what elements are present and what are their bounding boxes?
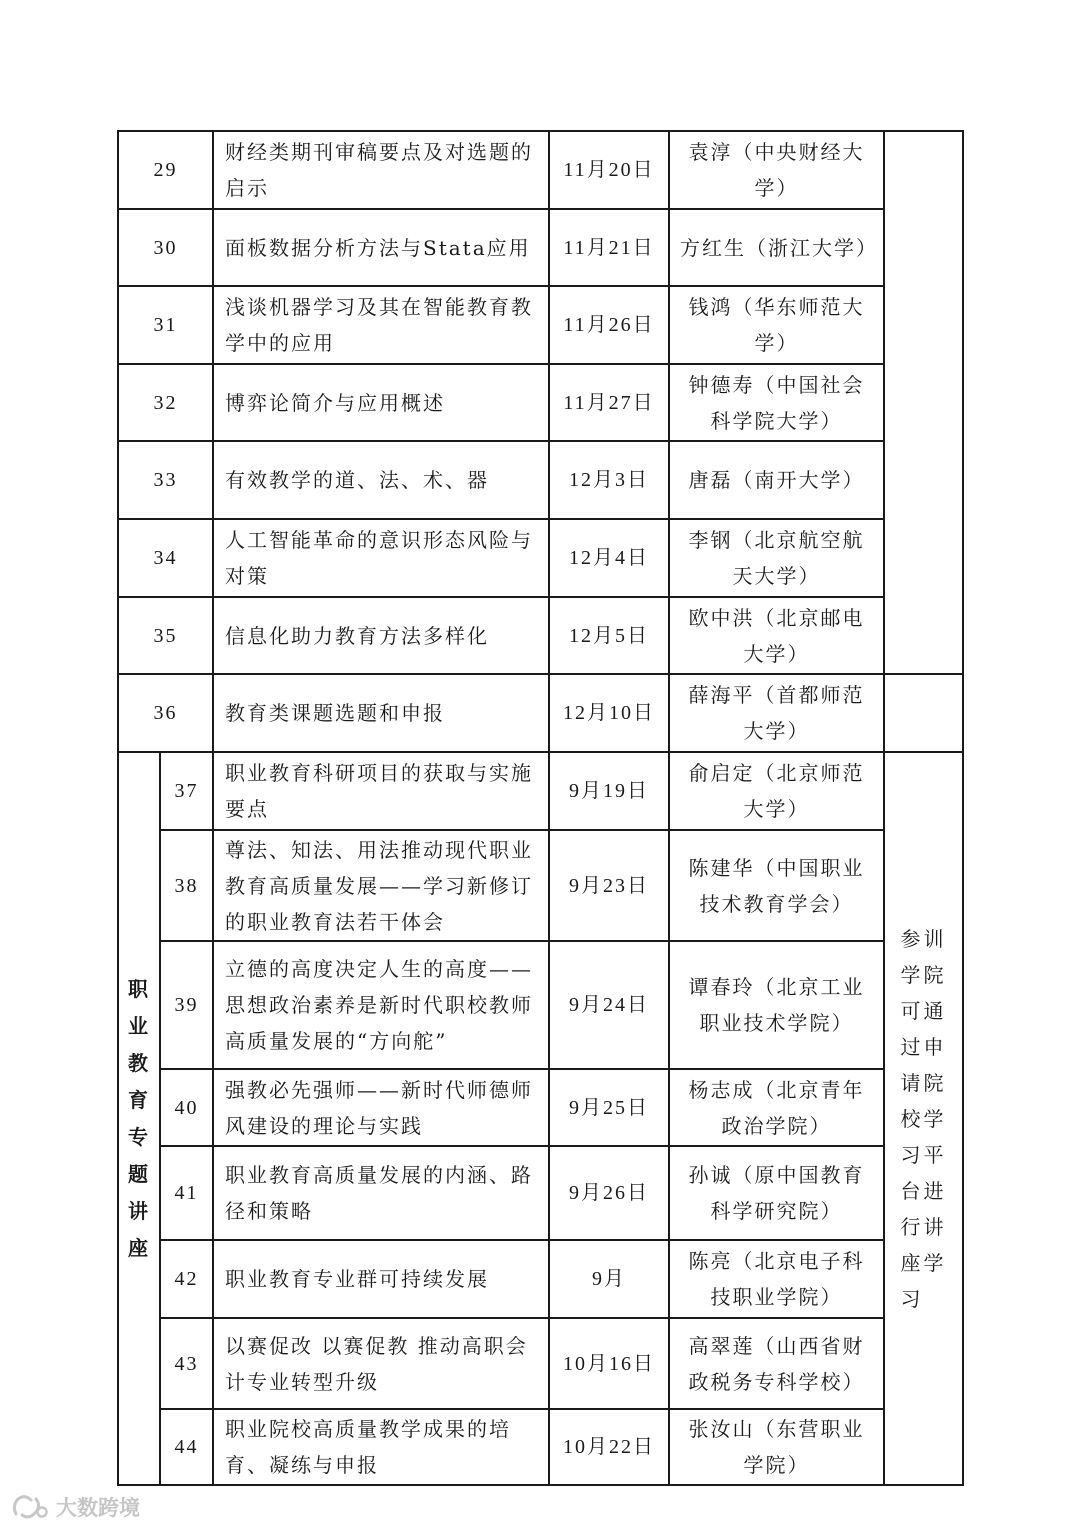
lecture-date: 11月26日 <box>549 286 669 364</box>
lecture-topic: 教育类课题选题和申报 <box>213 674 549 752</box>
lecture-date: 9月 <box>549 1240 669 1318</box>
lecture-topic: 博弈论简介与应用概述 <box>213 364 549 441</box>
lecture-date: 11月27日 <box>549 364 669 441</box>
table-row <box>118 1069 963 1146</box>
lecture-speaker: 方红生（浙江大学） <box>669 209 884 286</box>
lecture-speaker: 高翠莲（山西省财政税务专科学校） <box>669 1318 884 1409</box>
lecture-speaker: 钱鸿（华东师范大学） <box>669 286 884 364</box>
row-number: 32 <box>118 364 213 441</box>
row-number: 31 <box>118 286 213 364</box>
row-number: 43 <box>160 1318 213 1409</box>
lecture-speaker: 陈建华（中国职业技术教育学会） <box>669 830 884 941</box>
lecture-speaker: 李钢（北京航空航天大学） <box>669 519 884 597</box>
table-row <box>118 286 963 364</box>
lecture-date: 9月25日 <box>549 1069 669 1146</box>
table-row <box>118 597 963 674</box>
remark-cell <box>884 752 963 1485</box>
lecture-topic: 职业院校高质量教学成果的培育、凝练与申报 <box>213 1409 549 1485</box>
watermark-text: 大数跨境 <box>56 1496 140 1520</box>
row-number: 37 <box>160 752 213 830</box>
remark-cell-empty <box>884 131 963 674</box>
lecture-date: 9月26日 <box>549 1146 669 1240</box>
lecture-date: 10月22日 <box>549 1409 669 1485</box>
lecture-topic: 面板数据分析方法与Stata应用 <box>213 209 549 286</box>
table-row <box>118 1240 963 1318</box>
group-label: 职业教育专题讲座 <box>128 976 150 1260</box>
table-row <box>118 364 963 441</box>
lecture-speaker: 袁淳（中央财经大学） <box>669 131 884 209</box>
row-number: 30 <box>118 209 213 286</box>
lecture-topic: 强教必先强师——新时代师德师风建设的理论与实践 <box>213 1069 549 1146</box>
lecture-topic: 立德的高度决定人生的高度——思想政治素养是新时代职校教师高质量发展的“方向舵” <box>213 941 549 1069</box>
lecture-date: 9月23日 <box>549 830 669 941</box>
row-number: 38 <box>160 830 213 941</box>
lecture-topic: 人工智能革命的意识形态风险与对策 <box>213 519 549 597</box>
row-number: 34 <box>118 519 213 597</box>
watermark <box>10 1491 140 1523</box>
table-row <box>118 1146 963 1240</box>
lecture-date: 12月4日 <box>549 519 669 597</box>
group-label-cell <box>118 752 160 1485</box>
lecture-speaker: 谭春玲（北京工业职业技术学院） <box>669 941 884 1069</box>
remark-text: 参训学院可通过申请院校学习平台进行讲座学习 <box>900 926 947 1311</box>
lecture-schedule-table <box>117 130 964 1486</box>
lecture-topic: 职业教育高质量发展的内涵、路径和策略 <box>213 1146 549 1240</box>
table-row <box>118 941 963 1069</box>
lecture-speaker: 欧中洪（北京邮电大学） <box>669 597 884 674</box>
lecture-date: 9月19日 <box>549 752 669 830</box>
row-number: 35 <box>118 597 213 674</box>
table-row <box>118 830 963 941</box>
lecture-speaker: 薛海平（首都师范大学） <box>669 674 884 752</box>
row-number: 29 <box>118 131 213 209</box>
lecture-date: 12月3日 <box>549 441 669 519</box>
table-row <box>118 674 963 752</box>
lecture-speaker: 钟德寿（中国社会科学院大学） <box>669 364 884 441</box>
row-number: 40 <box>160 1069 213 1146</box>
lecture-speaker: 陈亮（北京电子科技职业学院） <box>669 1240 884 1318</box>
row-number: 41 <box>160 1146 213 1240</box>
row-number: 39 <box>160 941 213 1069</box>
lecture-date: 12月5日 <box>549 597 669 674</box>
row-number: 36 <box>118 674 213 752</box>
lecture-speaker: 孙诚（原中国教育科学研究院） <box>669 1146 884 1240</box>
remark-cell-empty <box>884 674 963 752</box>
lecture-speaker: 张汝山（东营职业学院） <box>669 1409 884 1485</box>
table-row <box>118 1409 963 1485</box>
lecture-topic: 尊法、知法、用法推动现代职业教育高质量发展——学习新修订的职业教育法若干体会 <box>213 830 549 941</box>
table-row <box>118 519 963 597</box>
lecture-topic: 浅谈机器学习及其在智能教育教学中的应用 <box>213 286 549 364</box>
lecture-date: 11月20日 <box>549 131 669 209</box>
lecture-topic: 以赛促改 以赛促教 推动高职会计专业转型升级 <box>213 1318 549 1409</box>
lecture-topic: 有效教学的道、法、术、器 <box>213 441 549 519</box>
table-row <box>118 131 963 209</box>
lecture-speaker: 杨志成（北京青年政治学院） <box>669 1069 884 1146</box>
lecture-date: 10月16日 <box>549 1318 669 1409</box>
lecture-speaker: 俞启定（北京师范大学） <box>669 752 884 830</box>
lecture-topic: 职业教育科研项目的获取与实施要点 <box>213 752 549 830</box>
lecture-date: 12月10日 <box>549 674 669 752</box>
table-row <box>118 209 963 286</box>
brand-logo-icon <box>10 1494 50 1520</box>
lecture-date: 9月24日 <box>549 941 669 1069</box>
table-row <box>118 441 963 519</box>
lecture-topic: 职业教育专业群可持续发展 <box>213 1240 549 1318</box>
row-number: 33 <box>118 441 213 519</box>
table-row <box>118 1318 963 1409</box>
lecture-topic: 信息化助力教育方法多样化 <box>213 597 549 674</box>
lecture-topic: 财经类期刊审稿要点及对选题的启示 <box>213 131 549 209</box>
row-number: 42 <box>160 1240 213 1318</box>
lecture-date: 11月21日 <box>549 209 669 286</box>
table-row <box>118 752 963 830</box>
lecture-speaker: 唐磊（南开大学） <box>669 441 884 519</box>
row-number: 44 <box>160 1409 213 1485</box>
